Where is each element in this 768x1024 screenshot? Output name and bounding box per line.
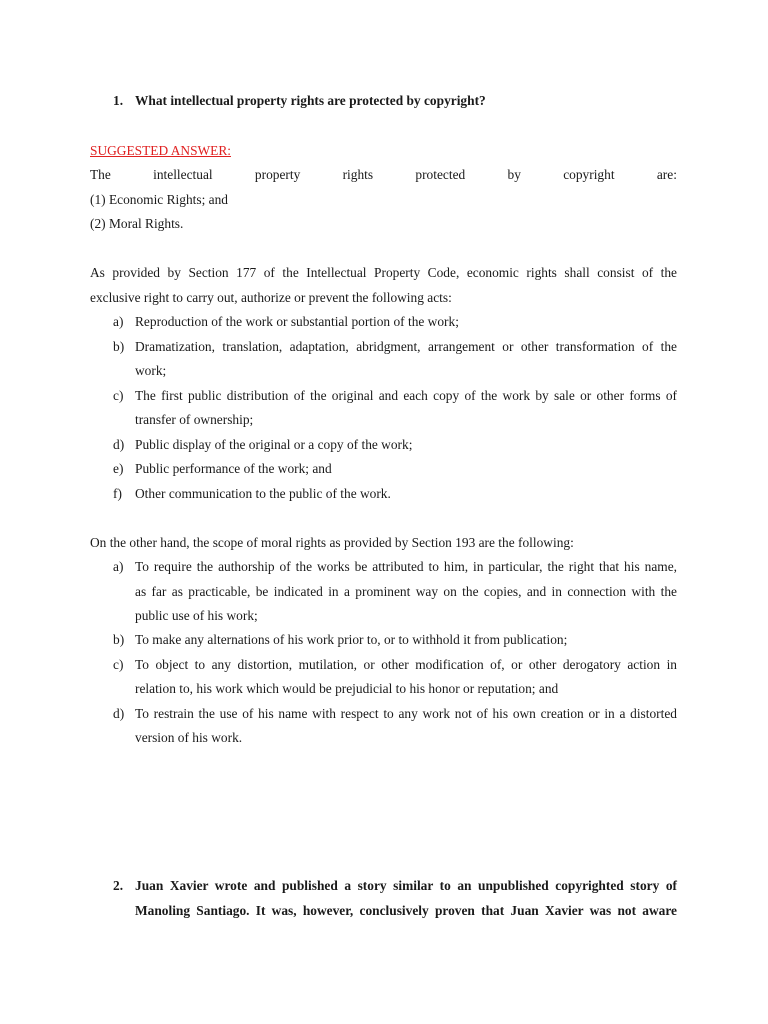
list-item-text: as far as practicable, be indicated in a prominent way on the copies, and in connection with the bbox=[135, 584, 677, 599]
list-item-text: To require the authorship of the works be attributed to him, in particular, the right that his name, bbox=[135, 559, 677, 574]
list-item-text: version of his work. bbox=[135, 730, 243, 745]
question-2-text: Manoling Santiago. It was, however, conclusively proven that Juan Xavier was not aware bbox=[135, 903, 677, 918]
list-item-text: The first public distribution of the original and each copy of the work by sale or other forms of bbox=[135, 388, 677, 403]
list-marker: f) bbox=[113, 486, 122, 501]
list-marker: c) bbox=[113, 388, 124, 403]
list-item-text: work; bbox=[135, 363, 167, 378]
answer-intro bbox=[90, 167, 677, 183]
list-item-text: To make any alternations of his work prior to, or to withhold it from publication; bbox=[135, 632, 568, 647]
suggested-answer-label: SUGGESTED ANSWER: bbox=[90, 143, 231, 158]
list-marker: c) bbox=[113, 657, 124, 672]
economic-paragraph-line: As provided by Section 177 of the Intellectual Property Code, economic rights shall consist of the bbox=[90, 265, 677, 280]
list-item-text: Public display of the original or a copy of the work; bbox=[135, 437, 413, 452]
list-item-text: To restrain the use of his name with respect to any work not of his own creation or in a distorted bbox=[135, 706, 677, 721]
question-1-text: What intellectual property rights are protected by copyright? bbox=[135, 93, 486, 108]
list-marker: b) bbox=[113, 339, 125, 354]
list-marker: d) bbox=[113, 437, 125, 452]
intro-word: The bbox=[90, 167, 111, 182]
intro-word: intellectual bbox=[153, 167, 213, 182]
list-item-text: Other communication to the public of the work. bbox=[135, 486, 391, 501]
intro-word: protected bbox=[415, 167, 466, 182]
question-2-number: 2. bbox=[113, 878, 124, 893]
list-item-text: public use of his work; bbox=[135, 608, 258, 623]
list-marker: b) bbox=[113, 632, 125, 647]
intro-word: property bbox=[254, 167, 301, 182]
intro-word: by bbox=[507, 167, 521, 182]
moral-intro: On the other hand, the scope of moral rights as provided by Section 193 are the following: bbox=[90, 535, 574, 550]
question-2-text: Juan Xavier wrote and published a story similar to an unpublished copyrighted story of bbox=[135, 878, 677, 893]
list-marker: e) bbox=[113, 461, 124, 476]
intro-word: copyright bbox=[563, 167, 615, 182]
list-item-text: Dramatization, translation, adaptation, abridgment, arrangement or other transformation of the bbox=[135, 339, 677, 354]
list-marker: d) bbox=[113, 706, 125, 721]
intro-word: rights bbox=[342, 167, 374, 182]
list-item-text: transfer of ownership; bbox=[135, 412, 254, 427]
answer-right-economic: (1) Economic Rights; and bbox=[90, 192, 228, 207]
list-marker: a) bbox=[113, 314, 124, 329]
list-item-text: To object to any distortion, mutilation, or other modification of, or other derogatory action in bbox=[135, 657, 677, 672]
list-item-text: relation to, his work which would be prejudicial to his honor or reputation; and bbox=[135, 681, 559, 696]
economic-paragraph-line: exclusive right to carry out, authorize or prevent the following acts: bbox=[90, 290, 452, 305]
list-item-text: Reproduction of the work or substantial portion of the work; bbox=[135, 314, 459, 329]
list-item-text: Public performance of the work; and bbox=[135, 461, 332, 476]
list-marker: a) bbox=[113, 559, 124, 574]
question-1-number: 1. bbox=[113, 93, 124, 108]
intro-word: are: bbox=[656, 167, 677, 182]
answer-right-moral: (2) Moral Rights. bbox=[90, 216, 184, 231]
